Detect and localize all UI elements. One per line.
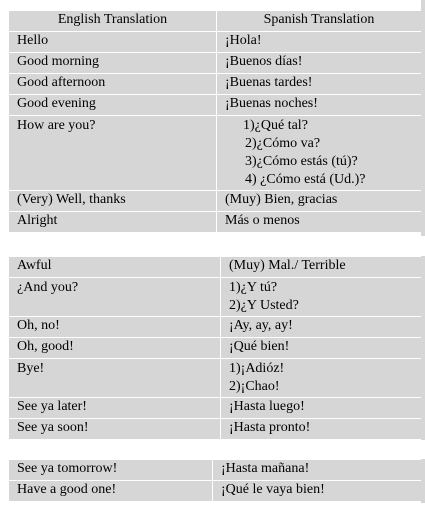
spanish-line: ¡Buenos días! xyxy=(225,54,303,69)
english-cell: Have a good one! xyxy=(9,481,213,502)
spanish-cell xyxy=(217,116,422,191)
spanish-line: 1)¿Qué tal? xyxy=(243,118,308,133)
spanish-line: ¡Hasta luego! xyxy=(229,399,305,414)
page-edge-strip xyxy=(421,0,425,236)
english-cell: See ya soon! xyxy=(9,419,221,440)
spanish-cell xyxy=(217,191,422,212)
english-cell: See ya tomorrow! xyxy=(9,460,213,481)
spanish-line: 2)¿Y Usted? xyxy=(229,298,299,313)
table-row xyxy=(9,338,422,359)
table-row xyxy=(9,257,422,278)
english-cell: How are you? xyxy=(9,116,217,191)
spanish-cell xyxy=(221,278,422,317)
spanish-line: 3)¿Cómo estás (tú)? xyxy=(245,154,358,169)
spanish-line: 1)¡Adióz! xyxy=(229,361,285,376)
page-edge-strip xyxy=(421,459,425,503)
spanish-cell xyxy=(221,257,422,278)
table-row xyxy=(9,32,422,53)
greetings-body xyxy=(9,32,422,233)
header-english: English Translation xyxy=(9,11,217,32)
responses-body xyxy=(9,257,422,440)
table-row xyxy=(9,212,422,233)
spanish-line: 2)¿Cómo va? xyxy=(245,136,321,151)
english-cell: (Very) Well, thanks xyxy=(9,191,217,212)
spanish-cell xyxy=(221,338,422,359)
spanish-line: 1)¿Y tú? xyxy=(229,280,278,295)
table-row xyxy=(9,398,422,419)
english-cell: Good morning xyxy=(9,53,217,74)
table-row xyxy=(9,116,422,191)
spanish-line: (Muy) Mal./ Terrible xyxy=(229,258,346,273)
header-row xyxy=(9,11,422,32)
spanish-line: ¡Buenas tardes! xyxy=(225,75,313,90)
english-cell: Oh, good! xyxy=(9,338,221,359)
spanish-line: 2)¡Chao! xyxy=(229,379,280,394)
spanish-line: (Muy) Bien, gracias xyxy=(225,192,338,207)
spanish-line: ¡Qué bien! xyxy=(229,339,290,354)
english-cell: ¿And you? xyxy=(9,278,221,317)
english-cell: Awful xyxy=(9,257,221,278)
spanish-line: 4) ¿Cómo está (Ud.)? xyxy=(245,172,366,187)
table-row xyxy=(9,278,422,317)
table-row xyxy=(9,74,422,95)
farewells-body xyxy=(9,460,422,502)
spanish-cell xyxy=(217,32,422,53)
spanish-line: ¡Hasta pronto! xyxy=(229,420,311,435)
spanish-line: ¡Qué le vaya bien! xyxy=(221,482,325,497)
english-cell: Bye! xyxy=(9,359,221,398)
spanish-cell xyxy=(213,460,422,481)
english-cell: See ya later! xyxy=(9,398,221,419)
spanish-cell xyxy=(221,359,422,398)
spanish-line: ¡Buenas noches! xyxy=(225,96,318,111)
greetings-table xyxy=(8,10,422,233)
farewells-table xyxy=(8,459,422,502)
table-row xyxy=(9,191,422,212)
table-row xyxy=(9,481,422,502)
spanish-cell xyxy=(217,53,422,74)
spanish-cell xyxy=(213,481,422,502)
table-row xyxy=(9,359,422,398)
spanish-line: ¡Ay, ay, ay! xyxy=(229,318,293,333)
english-cell: Hello xyxy=(9,32,217,53)
spanish-cell xyxy=(217,74,422,95)
table-row xyxy=(9,419,422,440)
table-row xyxy=(9,460,422,481)
spanish-line: ¡Hasta mañana! xyxy=(221,461,310,476)
english-cell: Alright xyxy=(9,212,217,233)
spanish-cell xyxy=(217,95,422,116)
english-cell: Good afternoon xyxy=(9,74,217,95)
page-edge-strip xyxy=(421,256,425,440)
table-row xyxy=(9,95,422,116)
header-spanish: Spanish Translation xyxy=(217,11,422,32)
table-row xyxy=(9,317,422,338)
responses-table xyxy=(8,256,422,440)
spanish-cell xyxy=(217,212,422,233)
english-cell: Oh, no! xyxy=(9,317,221,338)
english-cell: Good evening xyxy=(9,95,217,116)
spanish-line: ¡Hola! xyxy=(225,33,262,48)
spanish-cell xyxy=(221,398,422,419)
spanish-line: Más o menos xyxy=(225,213,300,228)
spanish-cell xyxy=(221,419,422,440)
spanish-cell xyxy=(221,317,422,338)
table-row xyxy=(9,53,422,74)
